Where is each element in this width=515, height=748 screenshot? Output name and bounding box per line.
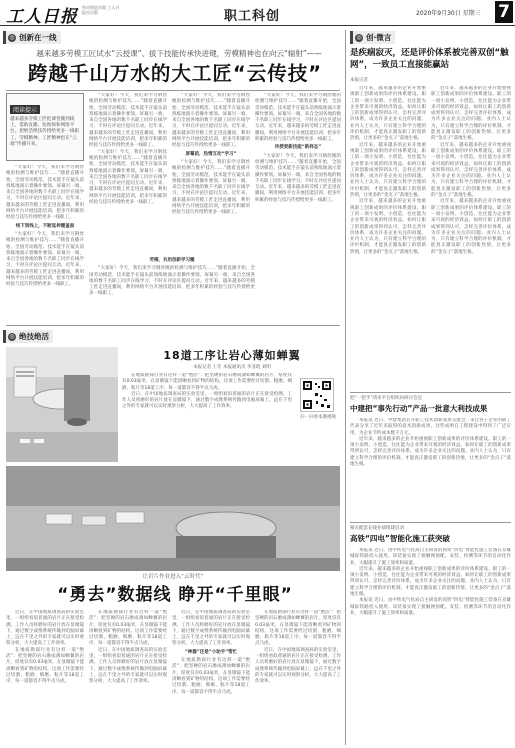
byline: 本报记者 王冬 本报通讯员 李亚琨 刘明 [193,365,271,370]
paragraph: “大家好！今天，我们来学习钢丝绳的检测与维护技巧……”随着直播开始，全国劳动模范、技术能手在镜头前熟练地演示着操作要领。屏幕另一端，来自全国各地的数千名职工同步在线学习，不时在评论区提问互动。近年来，越来越多的劳模工匠走进直播间，利用网络平台开展技能培训，把多年积累的经验与技巧传授给更多一线职工。 [6,231,84,288]
qr-code[interactable] [300,378,334,412]
bottom-intro [122,373,292,463]
story-column-3 [172,93,250,273]
paragraph: 近日，在中国地质调查局的实验室里，一组组看似普通的岩片正在接受检测。工作人员将磨好的岩片放在显微镜下，通过数字成像系统传输到电脑屏幕上，远在千里之外的专家就可以实时观察分析，大大提高了工作效率。 [89,647,167,685]
paragraph: 本报讯 近日，由中铁电气化局自主研发的高铁“四电”智能化施工装备在京雄城际铁路投入使用。该装备实现了接触网预配、安装、检测等环节的自动化作业，大幅提升了施工效率和质量。 [350,598,511,616]
inner-heading: 劳模、共用创新学习圈 [149,258,195,263]
logo-subtitle: 劳动创造幸福 工人日报社出版 [82,5,120,15]
bottom-subheadline: 18道工序让岩心薄如蝉翼 [163,349,301,362]
inner-heading: 线下到线上，不断延伸覆盖面 [15,223,75,229]
story-column-4 [255,93,341,273]
divider [350,392,511,393]
badge-icon: ◎ [9,332,15,340]
story-column-1 [6,165,84,345]
column-tag-label: 创新在一线 [19,33,57,42]
inner-heading: 屏幕前，热情互动“学习” [185,151,237,157]
newspaper-logo: 工人日报 [6,7,78,27]
column-tag-commentary [350,31,395,44]
paragraph: 近年来，越来越多的企业开始重视职工创新成果的评价体系建设。职工的一项小发明、小创造，往往能为企业带来可观的经济效益。如何让职工的创新成果得到认可，怎样完善评价体系，成为许多企业关注的问题。业内人士认为，只有建立科学合理的评价机制，才能真正激发职工的创新热情，让更多的“金点子”落地生根。 [350,436,511,468]
bottom-column-1 [6,610,84,745]
column-tag-innovation [3,31,61,44]
bottom-column-2 [89,610,167,745]
column-tag-label: 绝技绝活 [19,332,49,341]
paragraph: “大家好！今天，我们来学习钢丝绳的检测与维护技巧……”随着直播开始，全国劳动模范、技术能手在镜头前熟练地演示着操作要领。屏幕另一端，来自全国各地的数千名职工同步在线学习，不时在评论区提问互动。近年来，越来越多的劳模工匠走进直播间，利用网络平台开展技能培训，把多年积累的经验与技巧传授给更多一线职工。 [255,93,341,143]
story-subheadline: 越来越多劳模工匠试水“云授课”、拔下技能传承快进键，劳模精神也在向云“辐射”—— [36,49,322,58]
news1-headline: 中建把“事先行动”产品一批意大利技成果 [350,404,488,413]
paragraph: 本报讯 近日，中建集团召开职工技术创新成果交流会，来自各子企业的职工代表分享了近年来取得的技术创新成果，这些成果在工程建设中得到了广泛应用，为企业节约成本数千万元。 [350,418,511,436]
paragraph: “大家好！今天，我们来学习钢丝绳的检测与维护技巧……”随着直播开始，全国劳动模范、技术能手在镜头前熟练地演示着操作要领。屏幕另一端，来自全国各地的数千名职工同步在线学习，不时在评论区提问互动。近年来，越来越多的劳模工匠走进直播间，利用网络平台开展技能培训，把多年积累的经验与技巧传授给更多一线职工。 [172,159,250,216]
divider [6,90,340,91]
sidebar-author: 本报记者 [350,78,368,83]
news2-kicker: 相关配套在线业绩组建启动 [350,526,404,531]
sidebar-column-2 [431,86,511,386]
paragraph: 近年来，越来越多的企业开始重视职工创新成果的评价体系建设。职工的一项小发明、小创造，往往能为企业带来可观的经济效益。如何让职工的创新成果得到认可，怎样完善评价体系，成为许多企业关注的问题。业内人士认为，只有建立科学合理的评价机制，才能真正激发职工的创新热情，让更多的“金点子”落地生根。 [431,86,511,142]
divider [6,325,340,326]
reading-tips-box [6,93,84,161]
section-title: 职工科创 [224,9,281,24]
paragraph: 近年来，越来越多的企业开始重视职工创新成果的评价体系建设。职工的一项小发明、小创造，往往能为企业带来可观的经济效益。如何让职工的创新成果得到认可，怎样完善评价体系，成为许多企业关注的问题。业内人士认为，只有建立科学合理的评价机制，才能真正激发职工的创新热情，让更多的“金点子”落地生根。 [431,142,511,199]
paragraph: 在地质勘探行业有这样一道“绝活”：把坚硬的岩石磨成薄如蝉翼的岩片，厚度仅有0.03毫米，在显微镜下能清晰看到矿物的结构。这项工作需要经过切割、粗磨、细磨、粘片等18道工序，每一道都容不得半点马虎。 [6,647,84,685]
paragraph: 近年来，越来越多的企业开始重视职工创新成果的评价体系建设。职工的一项小发明、小创造，往往能为企业带来可观的经济效益。如何让职工的创新成果得到认可，怎样完善评价体系，成为许多企业关注的问题。业内人士认为，只有建立科学合理的评价机制，才能真正激发职工的创新热情，让更多的“金点子”落地生根。 [350,86,426,142]
bottom-headline: “勇去”数据线 睁开“千里眼” [57,585,293,605]
paragraph: 近日，在中国地质调查局的实验室里，一组组看似普通的岩片正在接受检测。工作人员将磨好的岩片放在显微镜下，通过数字成像系统传输到电脑屏幕上，远在千里之外的专家就可以实时观察分析，大大提高了工作效率。 [122,391,292,410]
column-tag-skills [3,330,53,343]
photo-caption: 让岩片作业进入“云时代” [142,574,204,580]
paragraph: “大家好！今天，我们来学习钢丝绳的检测与维护技巧……”随着直播开始，全国劳动模范、技术能手在镜头前熟练地演示着操作要领。屏幕另一端，来自全国各地的数千名职工同步在线学习，不时在评论区提问互动。近年来，越来越多的劳模工匠走进直播间，利用网络平台开展技能培训，把多年积累的经验与技巧传授给更多一线职工。 [89,266,255,297]
paragraph: 近年来，越来越多的企业开始重视职工创新成果的评价体系建设。职工的一项小发明、小创造，往往能为企业带来可观的经济效益。如何让职工的创新成果得到认可，怎样完善评价体系，成为许多企业关注的问题。业内人士认为，只有建立科学合理的评价机制，才能真正激发职工的创新热情，让更多的“金点子”落地生根。 [350,566,511,598]
news1-body [350,418,511,518]
story-column-2 [89,93,167,251]
paragraph: 近年来，越来越多的企业开始重视职工创新成果的评价体系建设。职工的一项小发明、小创造，往往能为企业带来可观的经济效益。如何让职工的创新成果得到认可，怎样完善评价体系，成为许多企业关注的问题。业内人士认为，只有建立科学合理的评价机制，才能真正激发职工的创新热情，让更多的“金点子”落地生根。 [350,142,426,199]
news2-body [350,548,511,745]
news2-headline: 高铁“四电”智能化施工获突破 [350,534,450,543]
paragraph: 近日，在中国地质调查局的实验室里，一组组看似普通的岩片正在接受检测。工作人员将磨好的岩片放在显微镜下，通过数字成像系统传输到电脑屏幕上，远在千里之外的专家就可以实时观察分析，大大提高了工作效率。 [6,610,84,647]
paragraph: 近日，在中国地质调查局的实验室里，一组组看似普通的岩片正在接受检测。工作人员将磨好的岩片放在显微镜下，通过数字成像系统传输到电脑屏幕上，远在千里之外的专家就可以实时观察分析，大大提高了工作效率。 [172,610,250,647]
paragraph: “大家好！今天，我们来学习钢丝绳的检测与维护技巧……”随着直播开始，全国劳动模范、技术能手在镜头前熟练地演示着操作要领。屏幕另一端，来自全国各地的数千名职工同步在线学习，不时在评论区提问互动。近年来，越来越多的劳模工匠走进直播间，利用网络平台开展技能培训，把多年积累的经验与技巧传授给更多一线职工。 [172,93,250,149]
paragraph: “大家好！今天，我们来学习钢丝绳的检测与维护技巧……”随着直播开始，全国劳动模范、技术能手在镜头前熟练地演示着操作要领。屏幕另一端，来自全国各地的数千名职工同步在线学习，不时在评论区提问互动。近年来，越来越多的劳模工匠走进直播间，利用网络平台开展技能培训，把多年积累的经验与技巧传授给更多一线职工。 [255,153,341,203]
sidebar-headline: 是疾痼寂灭，还是评价体系被完善双创“触网”，一致员工直接能赢站 [350,48,509,70]
paragraph: 本报讯 近日，由中铁电气化局自主研发的高铁“四电”智能化施工装备在京雄城际铁路投入使用。该装备实现了接触网预配、安装、检测等环节的自动化作业，大幅提升了施工效率和质量。 [350,548,511,566]
paragraph: “大家好！今天，我们来学习钢丝绳的检测与维护技巧……”随着直播开始，全国劳动模范、技术能手在镜头前熟练地演示着操作要领。屏幕另一端，来自全国各地的数千名职工同步在线学习，不时在评论区提问互动。近年来，越来越多的劳模工匠走进直播间，利用网络平台开展技能培训，把多年积累的经验与技巧传授给更多一线职工。 [6,165,84,221]
news1-kicker: 把“一把手”请来平台组织坊研讨会是 [350,396,423,401]
paragraph: 在地质勘探行业有这样一道“绝活”：把坚硬的岩石磨成薄如蝉翼的岩片，厚度仅有0.03毫米，在显微镜下能清晰看到矿物的结构。这项工作需要经过切割、粗磨、细磨、粘片等18道工序，每一道都容不得半点马虎。 [89,610,167,647]
paragraph: “大家好！今天，我们来学习钢丝绳的检测与维护技巧……”随着直播开始，全国劳动模范、技术能手在镜头前熟练地演示着操作要领。屏幕另一端，来自全国各地的数千名职工同步在线学习，不时在评论区提问互动。近年来，越来越多的劳模工匠走进直播间，利用网络平台开展技能培训，把多年积累的经验与技巧传授给更多一线职工。 [89,149,167,206]
rock-sample-photo [6,466,340,571]
paragraph: 在地质勘探行业有这样一道“绝活”：把坚硬的岩石磨成薄如蝉翼的岩片，厚度仅有0.03毫米，在显微镜下能清晰看到矿物的结构。这项工作需要经过切割、粗磨、细磨、粘片等18道工序，每一道都容不得半点马虎。 [255,610,341,647]
reading-tips-title: 阅读提示 [10,105,40,114]
reading-tips-body: 越来越多劳模工匠把课堂搬到线上，借助直播、短视频和网络平台，把绝活绝技传授给更多一线职工，劳模精神、工匠精神也在“云端”传播开来。 [10,117,79,147]
paragraph: 在地质勘探行业有这样一道“绝活”：把坚硬的岩石磨成薄如蝉翼的岩片，厚度仅有0.03毫米，在显微镜下能清晰看到矿物的结构。这项工作需要经过切割、粗磨、细磨、粘片等18道工序，每一道都容不得半点马虎。 [122,373,292,391]
paragraph: 近年来，越来越多的企业开始重视职工创新成果的评价体系建设。职工的一项小发明、小创造，往往能为企业带来可观的经济效益。如何让职工的创新成果得到认可，怎样完善评价体系，成为许多企业关注的问题。业内人士认为，只有建立科学合理的评价机制，才能真正激发职工的创新热情，让更多的“金点子”落地生根。 [350,199,426,255]
lab-photo [6,347,118,462]
paragraph: 近日，在中国地质调查局的实验室里，一组组看似普通的岩片正在接受检测。工作人员将磨好的岩片放在显微镜下，通过数字成像系统传输到电脑屏幕上，远在千里之外的专家就可以实时观察分析，大大提高了工作效率。 [255,647,341,685]
column-tag-label: 创·微言 [366,33,392,42]
divider [350,522,511,523]
page-number: 7 [495,1,513,23]
bottom-column-4 [255,610,341,745]
story-column-5 [89,256,255,316]
story-headline: 跨越千山万水的大工匠“云传技” [27,62,323,85]
column-divider [345,30,346,745]
masthead [0,0,515,26]
issue-date: 2020年9月30日 星期三 [416,10,481,17]
bottom-column-3 [172,610,250,745]
paragraph: 近年来，越来越多的企业开始重视职工创新成果的评价体系建设。职工的一项小发明、小创造，往往能为企业带来可观的经济效益。如何让职工的创新成果得到认可，怎样完善评价体系，成为许多企业关注的问题。业内人士认为，只有建立科学合理的评价机制，才能真正激发职工的创新热情，让更多的“金点子”落地生根。 [431,199,511,255]
paragraph: “大家好！今天，我们来学习钢丝绳的检测与维护技巧……”随着直播开始，全国劳动模范、技术能手在镜头前熟练地演示着操作要领。屏幕另一端，来自全国各地的数千名职工同步在线学习，不时在评论区提问互动。近年来，越来越多的劳模工匠走进直播间，利用网络平台开展技能培训，把多年积累的经验与技巧传授给更多一线职工。 [89,93,167,149]
inner-heading: 传授更新技能“新样态” [274,145,322,151]
inner-heading: “神器”还是“小助手”帮忙 [184,649,238,655]
badge-icon: ◎ [356,33,362,41]
qr-caption: 扫一扫看本期视频 [300,415,336,420]
paragraph: 在地质勘探行业有这样一道“绝活”：把坚硬的岩石磨成薄如蝉翼的岩片，厚度仅有0.03毫米，在显微镜下能清晰看到矿物的结构。这项工作需要经过切割、粗磨、细磨、粘片等18道工序，每一道都容不得半点马虎。 [172,658,250,695]
badge-icon: ◎ [9,33,15,41]
sidebar-column-1 [350,86,426,386]
